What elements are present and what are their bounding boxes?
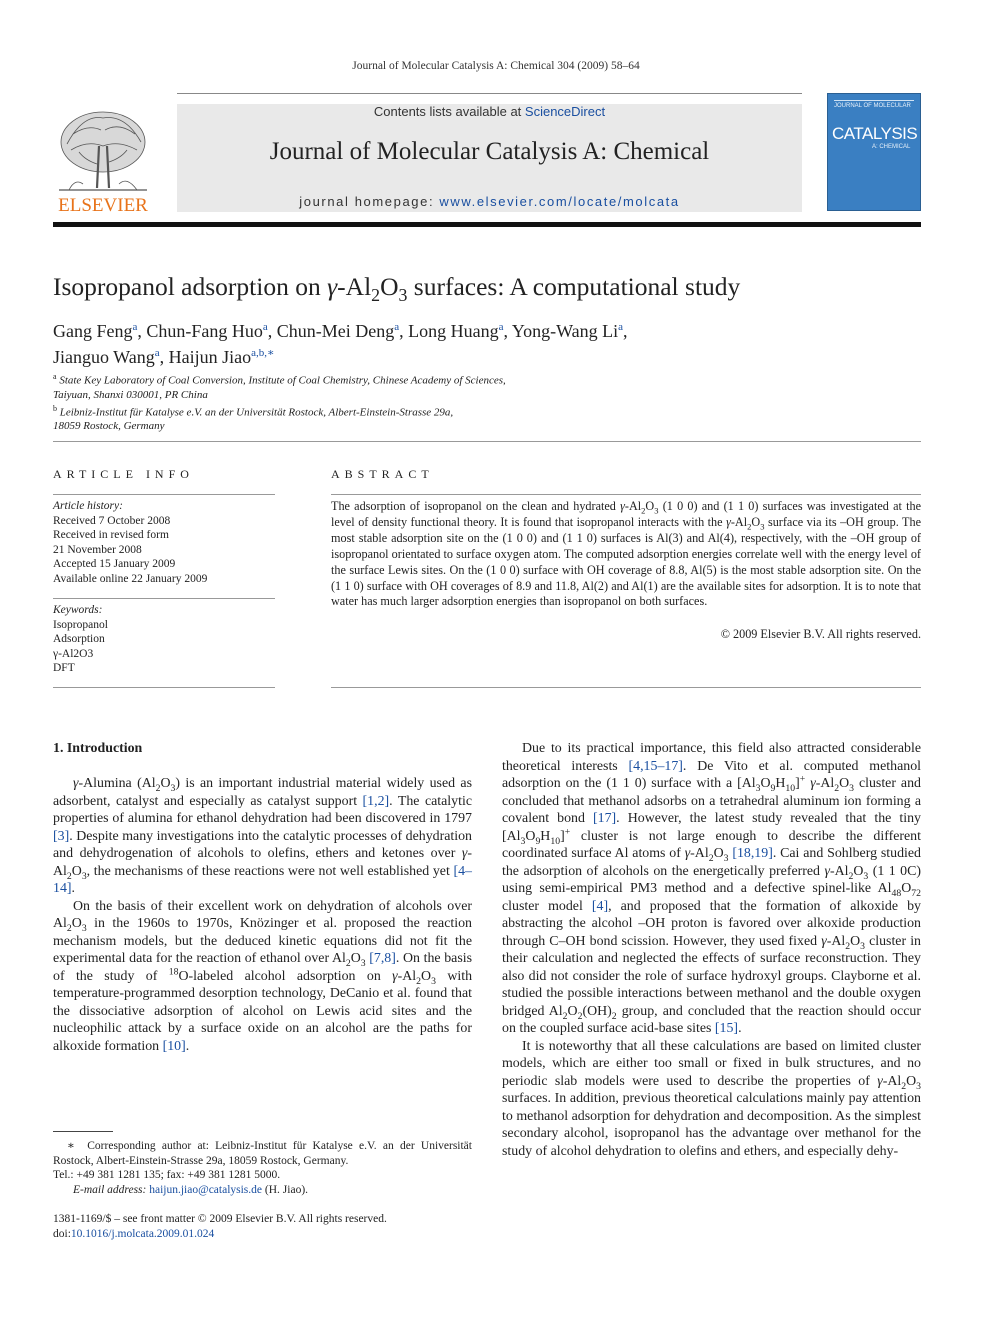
footnote (53, 1139, 472, 1197)
reference-link[interactable]: [4,15–17] (628, 758, 683, 774)
title-part: -Al (337, 272, 372, 301)
reference-link[interactable]: [17] (593, 811, 617, 826)
affiliation-b (53, 402, 653, 420)
article-info-heading: ARTICLE INFO (53, 467, 194, 481)
author-affil-mark[interactable]: a,b,∗ (251, 347, 275, 359)
email-suffix: (H. Jiao). (262, 1183, 309, 1196)
title-gamma: γ (327, 272, 338, 301)
keyword-item: Isopropanol (53, 618, 108, 631)
author-name[interactable]: Long Huang (408, 321, 499, 341)
paragraph: It is noteworthy that all these calculations are based on limited cluster models, which are either too small or fixed in bulk structures, and no periodic slab models were used to describe the properties of $\gamma-Al_2O_3$ surfaces. In addition, previous theoretical calculations mainly pay attention to methanol adsorption for dehydration and decomposition. As the simplest secondary alcohol, isopropanol has the advantage over methanol for the study of alcohol dehydration to olefins and ethers, and especially dehy- (502, 1038, 921, 1159)
header-top-rule (177, 93, 802, 94)
cover-subtitle: A: CHEMICAL (872, 144, 911, 150)
body-column-left (53, 740, 472, 1055)
affil-mark: a (53, 372, 57, 381)
history-item: Accepted 15 January 2009 (53, 558, 176, 570)
journal-cover-thumbnail[interactable] (827, 93, 921, 211)
keyword-item: Adsorption (53, 633, 105, 645)
reference-link[interactable]: [4] (591, 898, 609, 914)
author-name[interactable]: Jianguo Wang (53, 347, 155, 367)
reference-link[interactable]: [3] (53, 828, 70, 844)
doi-line (53, 1227, 387, 1242)
author-name[interactable]: Yong-Wang Li (511, 321, 619, 341)
keywords (53, 603, 275, 676)
reference-link[interactable]: [10] (162, 1038, 186, 1054)
affiliation-a (53, 370, 653, 388)
elsevier-logo[interactable] (53, 104, 153, 214)
doi-prefix: doi: (53, 1228, 71, 1240)
keywords-label: Keywords: (53, 604, 103, 616)
email-label: E-mail address: (73, 1183, 150, 1196)
paragraph: Due to its practical importance, this field also attracted considerable theoretical interests [4,15–17]. De Vito et al. computed methanol adsorption on the (1 1 0) surface with a $[Al_3O_9H_{10}]^+$ $\gamma-Al_2O_3$ cluster and concluded that methanol adsorbs on a tetrahedral aluminum ion forming a covalent bond [17]. However, the latest study revealed that the tiny $[Al_3O_9H_{10}]^+$ cluster is not large enough to describe the different coordinated surface Al atoms of $\gamma-Al_2O_3$ [18,19]. Cai and Sohlberg studied the adsorption of alcohols on the energetically preferred $\gamma-Al_2O_3$ (1 1 0C) using semi-empirical PM3 method and a defective spinel-like $Al_{48}O_{72}$ cluster model [4], and proposed that the formation of alkoxide by abstracting the alcohol –OH proton is favored over alkoxide production through C–OH bond scission. However, they used fixed $\gamma-Al_2O_3$ cluster in their calculation and neglected the effects of surface reconstruction. They also did not consider the role of surface hydroxyl groups. Clayborne et al. studied the possible interactions between methanol and the double oxygen bridged $Al_2O_2(OH)_2$ group, and concluded that the reaction should occur on the coupled surface acid-base sites [15]. (502, 741, 921, 1036)
abstract-rule (331, 494, 921, 495)
abstract-text: The adsorption of isopropanol on the clean and hydrated $\gamma-Al_2O_3$ (1 0 0) and (1 1 0) surfaces was investigated at the level of density functional theory. It is found that isopropanol interacts with the $\gamma-Al_2O_3$ surface via its –OH group. The most stable adsorption site on the (1 0 0) and (1 1 0) surfaces is Al(3) and Al(4), respectively, with the –OH group of isopropanol orientated to surface oxygen atom. The computed adsorption energies correlate well with the energy level of the surface Lewis sites. On the (1 0 0) surface with OH coverage of 8.8, Al(5) is the most stable adsorption site. On the (1 1 0) surface with OH coverages of 8.9 and 11.8, Al(2) and Al(1) are the available sites for adsorption. It is to note that water has much larger adsorption energies than isopropanol on both surfaces. (331, 499, 921, 609)
header-thick-rule (53, 222, 921, 227)
footnote-rule (53, 1131, 113, 1132)
doi-link[interactable]: 10.1016/j.molcata.2009.01.024 (70, 1228, 215, 1240)
affiliation-b-line2: 18059 Rostock, Germany (53, 420, 165, 433)
issn-line (53, 1212, 387, 1242)
email-link[interactable]: haijun.jiao@catalysis.de (149, 1183, 263, 1196)
body-column-right (502, 740, 921, 1160)
issn-text: 1381-1169/$ – see front matter © 2009 Elsevier B.V. All rights reserved. (53, 1213, 387, 1225)
affiliation-a-line2: Taiyuan, Shanxi 030001, PR China (53, 388, 208, 401)
reference-link[interactable]: [15] (714, 1021, 739, 1036)
author-affil-mark[interactable]: a (498, 321, 504, 333)
history-item: Received 7 October 2008 (53, 514, 171, 527)
tel-fax: Tel.: +49 381 1281 135; fax: +49 381 1281 5000. (53, 1169, 281, 1181)
affil-text: State Key Laboratory of Coal Conversion, Institute of Coal Chemistry, Chinese Academy of Sciences, (59, 374, 506, 387)
tree-icon (53, 104, 153, 216)
keyword-item: γ-Al2O3 (53, 647, 94, 660)
journal-citation: Journal of Molecular Catalysis A: Chemical 304 (2009) 58–64 (352, 60, 640, 72)
reference-link[interactable]: [4–14] (53, 863, 472, 896)
contents-line (177, 104, 802, 119)
abstract-heading: ABSTRACT (331, 467, 434, 481)
publisher-wordmark: ELSEVIER (58, 195, 148, 216)
title-divider (53, 441, 921, 442)
title-part: surfaces: A computational study (407, 272, 741, 301)
paragraph: On the basis of their excellent work on dehydration of alcohols over $Al_2O_3$ in the 1960s to 1970s, Knözinger et al. proposed the reaction mechanism models, but the deduced kinetic equations did not fit the experimental data for the reaction of ethanol over $Al_2O_3$ [7,8]. On the basis of the study of $^{18}$O-labeled alcohol adsorption on $\gamma-Al_2O_3$ with temperature-programmed desorption technology, DeCanio et al. found that the dissociative adsorption of alcohol on Lewis acid sites and the nucleophilic attack by a surface oxide on an alcohol are the paths for alkoxide formation [10]. (53, 898, 473, 1054)
keyword-item: DFT (53, 662, 75, 674)
author-list (53, 316, 773, 368)
keywords-bottom-rule (53, 687, 275, 688)
author-affil-mark[interactable]: a (132, 321, 138, 333)
section-heading-introduction: 1. Introduction (53, 741, 143, 756)
email-line (53, 1183, 472, 1198)
history-item: 21 November 2008 (53, 543, 142, 556)
author-name[interactable]: Gang Feng (53, 321, 133, 341)
author-affil-mark[interactable]: a (262, 321, 268, 333)
article-info-rule (53, 494, 275, 495)
authors-line-1: Gang Feng$^a$, Chun-Fang Huo$^a$, Chun-Mei Deng$^a$, Long Huang$^a$, Yong-Wang Li$^a$, (53, 321, 628, 341)
homepage-link[interactable]: www.elsevier.com/locate/molcata (439, 194, 680, 209)
abstract-bottom-rule (331, 687, 921, 688)
author-name[interactable]: Haijun Jiao (168, 347, 252, 367)
corresponding-author-note: ∗ Corresponding author at: Leibniz-Institut für Katalyse e.V. an der Universität Rostock, Albert-Einstein-Strasse 29a, 18059 Rostock, Germany. (53, 1140, 472, 1167)
article-history (53, 499, 275, 586)
paragraph: γ-Alumina $(Al_2O_3)$ is an important industrial material widely used as adsorbent, catalyst and especially as catalyst support [1,2]. The catalytic properties of alumina for ethanol dehydration had been discovered in 1797 [3]. Despite many investigations into the catalytic processes of dehydration and dehydrogenation of alcohols to olefins, ethers and ketones over $\gamma-Al_2O_3$, the mechanisms of these reactions were not well established yet [4–14]. (53, 776, 472, 896)
title-sub: 3 (398, 285, 408, 306)
cover-title: JOURNAL OF MOLECULAR (834, 103, 911, 109)
reference-link[interactable]: [18,19] (732, 846, 773, 861)
article-title (53, 272, 741, 306)
contents-prefix: Contents lists available at (373, 104, 525, 119)
history-label: Article history: (53, 500, 123, 512)
author-affil-mark[interactable]: a (394, 321, 400, 333)
reference-link[interactable]: [1,2] (362, 793, 390, 809)
history-item: Received in revised form (53, 529, 169, 541)
affiliations (53, 370, 653, 433)
journal-title: Journal of Molecular Catalysis A: Chemical (269, 138, 710, 165)
author-affil-mark[interactable]: a (154, 347, 160, 359)
affil-text: Leibniz-Institut für Katalyse e.V. an der Universität Rostock, Albert-Einstein-Strasse 29a, (59, 406, 454, 419)
title-part: Isopropanol adsorption on (53, 272, 328, 301)
homepage-prefix: journal homepage: (299, 194, 440, 209)
keywords-rule (53, 598, 275, 599)
cover-big-title: CATALYSIS (832, 124, 918, 143)
journal-homepage (177, 194, 802, 209)
sciencedirect-link[interactable]: ScienceDirect (524, 104, 606, 119)
authors-line-2: Jianguo Wang$^a$, Haijun Jiao$^{a,b,∗}$ (53, 347, 275, 367)
title-sub: 2 (371, 285, 381, 306)
affil-mark: b (53, 403, 57, 413)
author-affil-mark[interactable]: a (618, 321, 623, 333)
title-part: O (380, 272, 399, 301)
cover-rule (834, 100, 914, 101)
author-name[interactable]: Chun-Mei Deng (276, 321, 395, 341)
abstract-copyright: © 2009 Elsevier B.V. All rights reserved. (720, 627, 921, 641)
reference-link[interactable]: [7,8] (369, 951, 396, 966)
history-item: Available online 22 January 2009 (53, 572, 208, 585)
corresponding-text: Corresponding author at: Leibniz-Institut für Katalyse e.V. an der Universität Rostock, Albert-Einstein-Strasse 29a, 18059 Rostock, Germany. (53, 1140, 472, 1167)
author-name[interactable]: Chun-Fang Huo (146, 321, 263, 341)
